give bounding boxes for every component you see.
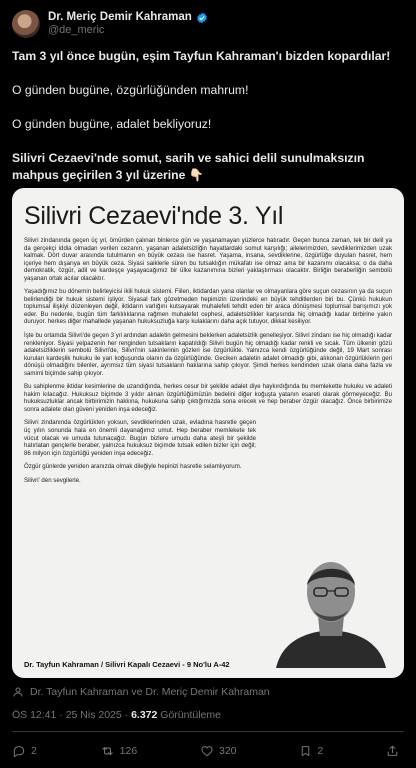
letter-paragraph-6: Özgür günlerde yeniden aranızda olmak dileğiyle hepinizi hasretle selamlıyorum. bbox=[24, 463, 242, 471]
heart-icon bbox=[200, 744, 214, 758]
letter-paragraph-3: İşte bu ortamda Silivri'de geçen 3 yıl ardından adaletin gelmesini beklerken adaletsizlik genelleşiyor. Silivri zindanı ise hiç olmadığı kadar renkleniyor. Siyasi yelpazenin her renginden tutsakların kapatıldığı Silivri bugün hiç olmadığı kadar renkli ve sıcak. Tüm ülkenin gözü adaletsizliklerin sembolü Silivri'de, Silivri'nin sakinlerinin gözleri ise özgürlükte. Yalnızca kendi özgürlüğünde değil, 19 Mart sonrası kuruları kardeşlik hukuku ile yan koğuşunda olanın da özgürlüğünde. Geciken adaletin adalet olmadığı gibi, alıkonan özgürlüklerin geri dönüşü olmadığını bilenler, ayrımsız tüm siyasi tutsakların haklarına sahip çıkıyor. Şimdi herkes kendinden uzak olana daha fazla ve samimi biçimde sahip çıkıyor. bbox=[24, 332, 392, 377]
tweet-text bbox=[12, 48, 404, 184]
reply-count: 2 bbox=[31, 745, 37, 757]
bookmark-icon bbox=[299, 744, 312, 758]
author-name[interactable]: Dr. Meriç Demir Kahraman bbox=[48, 11, 192, 24]
attached-letter-image[interactable] bbox=[12, 188, 404, 678]
verified-badge-icon bbox=[196, 12, 208, 24]
repost-count: 126 bbox=[119, 745, 138, 757]
author-handle[interactable]: @de_meric bbox=[48, 24, 105, 37]
avatar[interactable] bbox=[12, 10, 40, 38]
letter-paragraph-4: Bu sahiplenme iktidar kesimlerine de uzandığında, herkes cesur bir şekilde adalet diye haykırdığında bu memlekette hukuku ve adaleti hakim kılacağız. Hukuksuz biçimde 3 yıldır alınan özgürlüğümüzün bedelini diğer koğuşta yatanın esareti olarak görmeyeceğiz. Bu hukuksuzluklar ancak birbirimizin hakkına, hukukuna sahip çıktığımızda sona erecek ve hep beraber özgür olacağız. Önce birbirimize sonra adalete olan güveni yeniden inşa edeceğiz. bbox=[24, 383, 392, 413]
letter-title: Silivri Cezaevi'nde 3. Yıl bbox=[24, 202, 284, 230]
letter-body bbox=[24, 237, 392, 490]
tweet-timestamp[interactable]: ÖS 12:41 · 25 Nis 2025 · bbox=[12, 709, 132, 721]
view-label: Görüntüleme bbox=[157, 709, 221, 721]
tweet-line-3: O günden bugüne, adalet bekliyoruz! bbox=[12, 117, 212, 131]
tweet-line-1: Tam 3 yıl önce bugün, eşim Tayfun Kahraman'ı bizden kopardılar! bbox=[12, 49, 391, 63]
letter-paragraph-5: Silivri zindanında özgürlükten yoksun, sevdiklerinden uzak, evladına hasretle geçen üç yılın sonunda hala en önemli dayanağımız umut. Hep beraber memlekete tek vücut olacak ve umuda tutunacağız. Bugün bizlere umudu daha ateşli bir şekilde hatırlatan gençlerle beraber, yalnızca hukuksuz biçimde tutsak edilen bizler için değil; 86 milyon için özgürlüğü yeniden inşa edeceğiz. bbox=[24, 419, 256, 457]
reply-button[interactable] bbox=[12, 744, 37, 758]
bookmark-count: 2 bbox=[317, 745, 324, 757]
tweet-line-2: O günden bugüne, özgürlüğünden mahrum! bbox=[12, 83, 249, 97]
letter-signature: Dr. Tayfun Kahraman / Silivri Kapalı Cezaevi - 9 No'lu A-42 bbox=[24, 660, 230, 669]
repost-button[interactable] bbox=[100, 744, 138, 758]
tagged-people-text: Dr. Tayfun Kahraman ve Dr. Meriç Demir Kahraman bbox=[30, 686, 270, 698]
like-count: 320 bbox=[219, 745, 237, 757]
letter-paragraph-7: Silivri' den sevgilerle. bbox=[24, 476, 81, 484]
tweet-line-4: Silivri Cezaevi'nde somut, sarih ve sahici delil sunulmaksızın mahpus geçirilen 3 yıl üzerine 👇🏻 bbox=[12, 151, 365, 182]
tweet-header bbox=[12, 6, 404, 42]
view-count: 6.372 bbox=[131, 709, 158, 721]
image-tags[interactable] bbox=[12, 686, 270, 698]
share-icon bbox=[386, 744, 399, 758]
like-button[interactable] bbox=[200, 744, 237, 758]
author-row bbox=[48, 11, 208, 24]
tagged-people-icon bbox=[12, 686, 24, 698]
author-block bbox=[48, 11, 208, 37]
share-button[interactable] bbox=[386, 744, 404, 758]
reply-icon bbox=[12, 744, 26, 758]
repost-icon bbox=[100, 744, 115, 758]
letter-paragraph-1: Silivri zindanında geçen üç yıl, ömürden çalınan binlerce gün ve yaşanamayan yüzlerce hatıradır. Geçen bunca zaman, tek bir delil ya da gerçekçi iddia olmadan verilen cezanın, yaşanan adaletsizliğin hayatlardaki somut karşılığı; ailelerimizden, sevdiklerimizden uzak kalmak. Dört duvar arasında tutulmanın en büyük cezası ise hasret. Yaşama, insana, sevdiklerine, özgürlüğe duyulan hasret, hem içeriye hem dışarıya en büyük ceza. Siyasi saiklerle süren bu tutsaklığın mükafatı ise olmaz ama bir kazanımı olacaksa; o da daha demokratik, özgür, adil ve kardeşçe yaşayacağımız bir ülke kazanımına bizleri yaklaştırması olacaktır. Birliğin beraberliğin sembolü yaşanan ortak acılar olacaktır. bbox=[24, 237, 392, 282]
bookmark-button[interactable] bbox=[299, 744, 323, 758]
action-bar bbox=[12, 741, 404, 761]
portrait-photo bbox=[268, 546, 394, 668]
letter-paragraph-2: Yaşadığımız bu dönemin belirleyicisi ikili hukuk sistemi. Fiilen, iktidardan yana olanlar ve olmayanlara göre suçun cezasının ya da suçun belirlendiği bir hukuk sistemi işliyor. Siyasal fark gözetmeden hepimizin üzerindeki en büyük tehditlerden biri bu. Çünkü hukukun toplumsal ilişkiyi düzenleyen değil, iktidarın varlığını kutsayarak muhalefeti tehdit eden bir araca dönüşmesi toplumsal barışımızı yok eder. Bu nedenle, bugün tüm farklılıklarına rağmen muhalefet cephesi, adaletsizlikler karşısında hiç olmadığı kadar birbirine yakın duruyor. herkes diğer mahallede yaşanan hukuksuzluğa karşı kulaklarını daha açık tutuyor, dikkat kesiliyor. bbox=[24, 288, 392, 326]
tweet-meta bbox=[12, 709, 221, 721]
divider bbox=[12, 731, 404, 732]
